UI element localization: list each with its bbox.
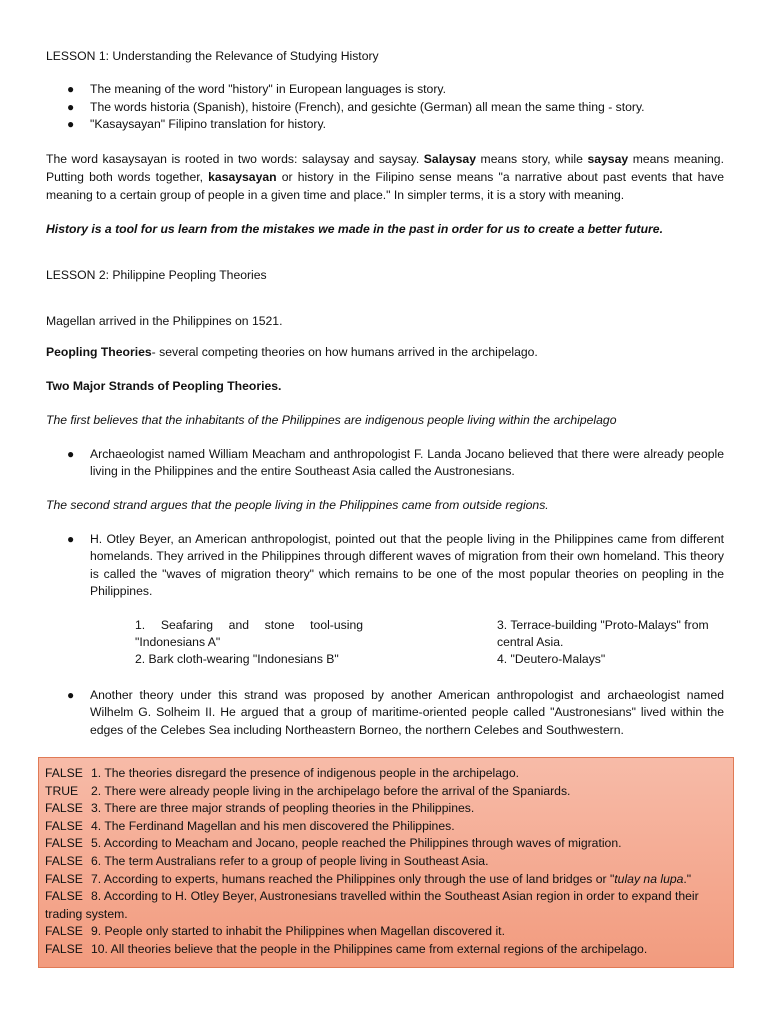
wave-2: 2. Bark cloth-wearing "Indonesians B" xyxy=(135,651,339,666)
two-strands-heading: Two Major Strands of Peopling Theories. xyxy=(46,378,282,393)
quiz-statement: 9. People only started to inhabit the Philippines when Magellan discovered it. xyxy=(91,924,505,939)
quiz-statement: 8. According to H. Otley Beyer, Austronesians travelled within the Southeast Asian region in order to expand their trading system. xyxy=(45,889,699,921)
answer-label: FALSE xyxy=(45,836,83,851)
document-page xyxy=(46,48,724,739)
list-item: ● The words historia (Spanish), histoire (French), and gesichte (German) all mean the same thing - story. xyxy=(46,99,724,117)
quiz-item xyxy=(45,941,733,959)
quiz-statement: 2. There were already people living in the archipelago before the arrival of the Spaniards. xyxy=(91,783,571,798)
quiz-item xyxy=(45,783,733,801)
answer-label: FALSE xyxy=(45,818,83,833)
answer-label: FALSE xyxy=(45,941,83,956)
bullet-icon: ● xyxy=(67,99,75,114)
bullet-icon: ● xyxy=(67,531,75,546)
quiz-item: FALSE 7. According to experts, humans reached the Philippines only through the use of land bridges or "tulay na lupa." xyxy=(45,871,733,889)
quiz-statement: 3. There are three major strands of peopling theories in the Philippines. xyxy=(91,801,475,816)
kasaysayan-paragraph: The word kasaysayan is rooted in two words: salaysay and saysay. Salaysay means story, while saysay means meaning. Putting both words together, kasaysayan or history in the Filipino sense means "a narrative about past events that have meaning to a certain group of people in a given time and place." In simpler terms, it is a story with meaning. xyxy=(46,151,725,202)
wave-4: 4. "Deutero-Malays" xyxy=(497,651,606,666)
list-item: ● Archaeologist named William Meacham and anthropologist F. Landa Jocano believed that there were already people living in the Philippines and the entire Southeast Asia called the Austronesians. xyxy=(67,446,724,478)
answer-label: FALSE xyxy=(45,766,83,780)
quiz-item xyxy=(45,853,733,871)
bullet-icon: ● xyxy=(67,82,75,96)
wave-1: 1. Seafaring and stone tool-using "Indonesians A" xyxy=(135,617,363,649)
quiz-item xyxy=(45,818,733,836)
quiz-statement: 10. All theories believe that the people in the Philippines came from external regions of the archipelago. xyxy=(91,941,648,956)
quiz-statement: 1. The theories disregard the presence of indigenous people in the archipelago. xyxy=(91,766,519,780)
quiz-statement: 6. The term Australians refer to a group of people living in Southeast Asia. xyxy=(91,853,489,868)
waves-left-column xyxy=(135,617,363,668)
lesson2-title: LESSON 2: Philippine Peopling Theories xyxy=(46,267,267,282)
second-strand: The second strand argues that the people living in the Philippines came from outside regions. xyxy=(46,497,549,512)
quiz-answer-box xyxy=(38,757,734,968)
quiz-statement: 4. The Ferdinand Magellan and his men discovered the Philippines. xyxy=(91,818,455,833)
history-emphasis: History is a tool for us learn from the mistakes we made in the past in order for us to create a better future. xyxy=(46,221,663,236)
lesson1-bullet-list xyxy=(46,81,724,134)
bullet-icon: ● xyxy=(67,687,75,702)
answer-label: FALSE xyxy=(45,853,83,868)
lesson1-title: LESSON 1: Understanding the Relevance of Studying History xyxy=(46,49,379,63)
list-item: ● H. Otley Beyer, an American anthropologist, pointed out that the people living in the Philippines came from different homelands. They arrived in the Philippines through different waves of migration from their own homeland. This theory is called the "waves of migration theory" which remains to be one of the most popular theories on peopling in the Philippines. xyxy=(67,531,724,598)
quiz-item xyxy=(45,835,733,853)
bullet-icon: ● xyxy=(67,117,75,131)
first-strand: The first believes that the inhabitants of the Philippines are indigenous people living within the archipelago xyxy=(46,412,617,427)
migration-waves xyxy=(135,617,724,668)
wave-3: 3. Terrace-building "Proto-Malays" from central Asia. xyxy=(497,617,709,649)
quiz-italic-term: tulay na lupa xyxy=(614,871,684,886)
answer-label: FALSE xyxy=(45,924,83,939)
answer-label: FALSE xyxy=(45,871,83,886)
first-strand-list xyxy=(46,446,724,481)
quiz-statement: 7. According to experts, humans reached the Philippines only through the use of land bridges or " xyxy=(91,871,615,886)
magellan-line: Magellan arrived in the Philippines on 1521. xyxy=(46,313,283,328)
answer-label: FALSE xyxy=(45,889,83,904)
list-item: ● "Kasaysayan" Filipino translation for history. xyxy=(46,116,724,134)
peopling-definition: Peopling Theories- several competing theories on how humans arrived in the archipelago. xyxy=(46,344,538,359)
solheim-list xyxy=(46,687,724,740)
list-item: ● The meaning of the word "history" in European languages is story. xyxy=(46,81,724,99)
bullet-icon: ● xyxy=(67,446,75,461)
quiz-item xyxy=(45,765,733,783)
quiz-item xyxy=(45,923,733,941)
answer-label: TRUE xyxy=(45,783,79,798)
waves-right-column xyxy=(497,617,724,668)
quiz-item xyxy=(45,800,733,818)
list-item: ● Another theory under this strand was proposed by another American anthropologist and archaeologist named Wilhelm G. Solheim II. He argued that a group of maritime-oriented people called "Austronesians" lived within the edges of the Celebes Sea including Northeastern Borneo, the northern Celebes and Southwestern. xyxy=(67,687,724,737)
quiz-item xyxy=(45,888,733,923)
answer-label: FALSE xyxy=(45,801,83,816)
quiz-statement: 5. According to Meacham and Jocano, people reached the Philippines through waves of migration. xyxy=(91,836,622,851)
beyer-list xyxy=(46,531,724,601)
